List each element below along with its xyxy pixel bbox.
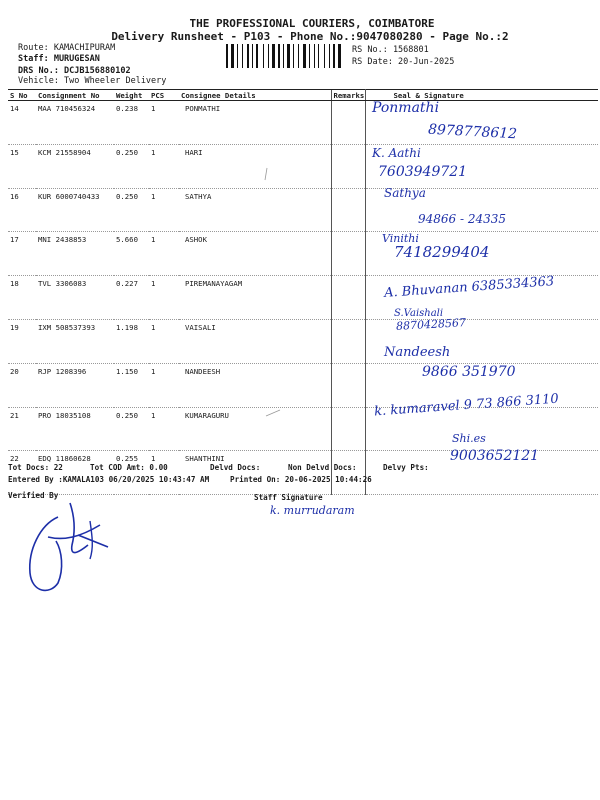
sig-r19-name: S.Vaishali — [394, 308, 444, 319]
cell-sno: 22 — [8, 451, 36, 495]
pencil-dash-mark — [262, 404, 292, 420]
sig-r20-number: 9866 351970 — [422, 364, 516, 380]
pencil-tick-mark — [255, 166, 285, 186]
cell-consignment: MAA 710456324 — [36, 101, 114, 145]
sig-r15-number: 7603949721 — [378, 164, 468, 180]
cell-consignment: MNI 2438853 — [36, 232, 114, 276]
cell-consignee: PIREMANAYAGAM — [179, 276, 331, 320]
cell-sno: 18 — [8, 276, 36, 320]
cell-consignee: VAISALI — [179, 319, 331, 363]
table-row — [8, 144, 598, 188]
cell-remarks — [331, 407, 365, 451]
cell-consignment: TVL 3306083 — [36, 276, 114, 320]
col-consignee: Consignee Details — [179, 90, 331, 101]
cell-sno: 15 — [8, 144, 36, 188]
cell-pcs: 1 — [149, 451, 179, 495]
sig-r16-name: Sathya — [384, 186, 426, 200]
cell-consignee: PONMATHI — [179, 101, 331, 145]
cell-weight: 0.238 — [114, 101, 149, 145]
cell-remarks — [331, 363, 365, 407]
cell-pcs: 1 — [149, 188, 179, 232]
cell-consignee: ASHOK — [179, 232, 331, 276]
sig-r21: k. kumaravel 9 73 866 3110 — [373, 391, 560, 420]
cell-remarks — [331, 144, 365, 188]
runsheet-title: Delivery Runsheet - P103 - Phone No.:9047080280 - Page No.:2 — [111, 30, 509, 43]
verified-signature-scribble — [20, 495, 120, 600]
cell-consignee: NANDEESH — [179, 363, 331, 407]
cell-remarks — [331, 276, 365, 320]
cell-sno: 14 — [8, 101, 36, 145]
cell-consignment: PRO 18035108 — [36, 407, 114, 451]
table-row — [8, 188, 598, 232]
col-pcs: PCS — [149, 90, 179, 101]
total-docs: Tot Docs: 22 — [8, 463, 63, 472]
cell-consignment: KCM 21558904 — [36, 144, 114, 188]
delivery-points: Delvy Pts: — [383, 463, 429, 472]
staff-label: Staff: MURUGESAN — [18, 54, 100, 64]
sig-r17-number: 7418299404 — [394, 243, 490, 261]
cell-sno: 16 — [8, 188, 36, 232]
cell-consignment: IXM 508537393 — [36, 319, 114, 363]
sig-r19-number: 8870428567 — [395, 316, 467, 333]
cell-sno: 17 — [8, 232, 36, 276]
cell-remarks — [331, 451, 365, 495]
sig-r14-name: Ponmathi — [372, 100, 440, 116]
cell-pcs: 1 — [149, 101, 179, 145]
col-signature: Seal & Signature — [365, 90, 598, 101]
cell-sno: 21 — [8, 407, 36, 451]
table-row — [8, 319, 598, 363]
sig-r14-number: 8978778612 — [427, 121, 518, 143]
cell-weight: 0.255 — [114, 451, 149, 495]
cell-consignee: KUMARAGURU — [179, 407, 331, 451]
cell-pcs: 1 — [149, 363, 179, 407]
cell-weight: 1.150 — [114, 363, 149, 407]
sig-r20-name: Nandeesh — [384, 345, 451, 360]
sig-r18: A. Bhuvanan 6385334363 — [383, 274, 555, 301]
cell-remarks — [331, 232, 365, 276]
table-row — [8, 232, 598, 276]
cell-consignee: HARI — [179, 144, 331, 188]
cell-weight: 0.227 — [114, 276, 149, 320]
cell-consignment: KUR 6000740433 — [36, 188, 114, 232]
entered-by: Entered By :KAMALA103 06/20/2025 10:43:47 AM — [8, 475, 210, 484]
non-delivered-docs: Non Delvd Docs: — [288, 463, 357, 472]
drs-number: DRS No.: DCJB156880102 — [18, 66, 131, 76]
rs-date: RS Date: 20-Jun-2025 — [352, 57, 455, 67]
sig-r16-number: 94866 - 24335 — [418, 212, 507, 226]
table-header-row — [8, 90, 598, 101]
staff-signature-label: Staff Signature — [254, 493, 323, 502]
rs-number: RS No.: 1568801 — [352, 45, 429, 55]
cell-pcs: 1 — [149, 319, 179, 363]
cell-remarks — [331, 101, 365, 145]
delivered-docs: Delvd Docs: — [210, 463, 261, 472]
sig-r22-name: Shi.es — [452, 432, 486, 445]
total-cod-amount: Tot COD Amt: 0.00 — [90, 463, 168, 472]
cell-pcs: 1 — [149, 276, 179, 320]
staff-signature-handwritten: k. murrudaram — [270, 504, 355, 517]
cell-weight: 0.250 — [114, 407, 149, 451]
company-title: THE PROFESSIONAL COURIERS, COIMBATORE — [189, 17, 435, 30]
cell-pcs: 1 — [149, 144, 179, 188]
route-label: Route: KAMACHIPURAM — [18, 43, 116, 53]
verified-by-label: Verified By — [8, 491, 59, 500]
cell-sno: 19 — [8, 319, 36, 363]
sig-r15-name: K. Aathi — [372, 146, 421, 160]
cell-sno: 20 — [8, 363, 36, 407]
col-weight: Weight — [114, 90, 149, 101]
sig-r17-name: Vinithi — [382, 232, 419, 245]
col-sno: S No — [8, 90, 36, 101]
cell-consignee: SHANTHINI — [179, 451, 331, 495]
cell-pcs: 1 — [149, 407, 179, 451]
table-row — [8, 407, 598, 451]
printed-on: Printed On: 20-06-2025 10:44:26 — [230, 475, 372, 484]
col-remarks: Remarks — [331, 90, 365, 101]
cell-weight: 0.250 — [114, 188, 149, 232]
cell-remarks — [331, 188, 365, 232]
cell-pcs: 1 — [149, 232, 179, 276]
cell-weight: 5.660 — [114, 232, 149, 276]
cell-consignment: RJP 1208396 — [36, 363, 114, 407]
cell-weight: 1.198 — [114, 319, 149, 363]
vehicle-label: Vehicle: Two Wheeler Delivery — [18, 76, 167, 86]
cell-consignee: SATHYA — [179, 188, 331, 232]
cell-weight: 0.250 — [114, 144, 149, 188]
barcode-image — [226, 44, 342, 68]
sig-r22-number: 9003652121 — [450, 448, 540, 464]
cell-consignment: EDQ 11860628 — [36, 451, 114, 495]
cell-remarks — [331, 319, 365, 363]
col-consignment: Consignment No — [36, 90, 114, 101]
